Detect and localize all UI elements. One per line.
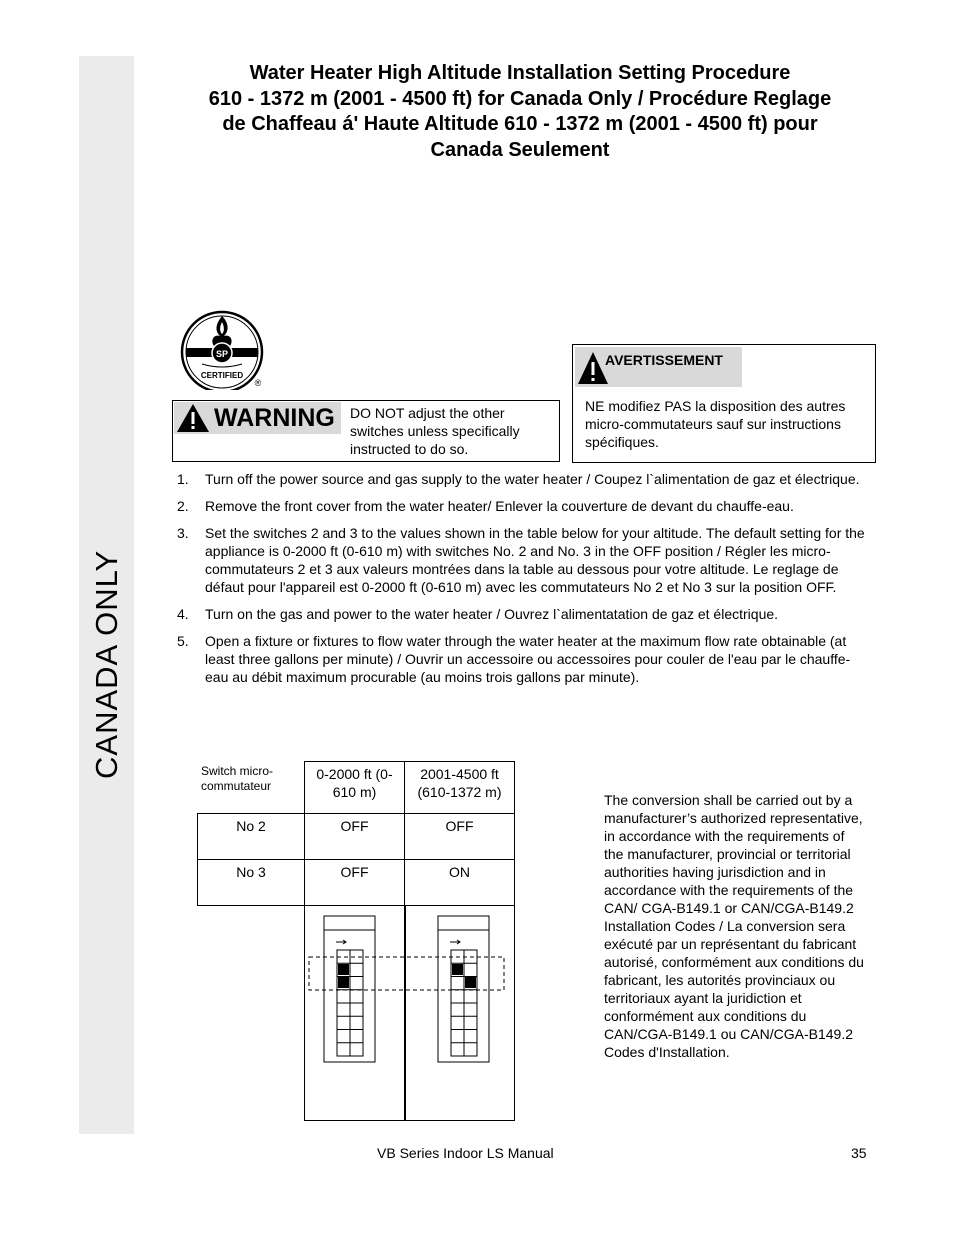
step-text: Remove the front cover from the water heater/ Enlever la couverture de devant du chauffe-eau. — [205, 498, 794, 514]
sidebar-label-wrap — [79, 56, 134, 1134]
procedure-steps — [177, 470, 867, 695]
switch-2-off — [338, 964, 349, 975]
title-line: de Chaffeau á' Haute Altitude 610 - 1372 m (2001 - 4500 ft) pour — [222, 113, 818, 135]
step-number: 4. — [177, 606, 189, 622]
switch-3-off — [338, 977, 349, 988]
step-text: Set the switches 2 and 3 to the values shown in the table below for your altitude. The default setting for the appliance is 0-2000 ft (0-610 m) with switches No. 2 and No. 3 in the OFF position / Régler les micro-commutateurs 2 et 3 aux valeurs montrées dans la table au dessous pour votre altitude. Le reglage de défaut pour l'appareil est 0-2000 ft (0-610 m) avec les commutateurs No 2 et No 3 sur la position OFF. — [205, 525, 865, 595]
registered-mark: ® — [254, 378, 262, 388]
switch-3-on — [465, 977, 476, 988]
title-line: 610 - 1372 m (2001 - 4500 ft) for Canada Only / Procédure Reglage — [208, 87, 832, 110]
avertissement-label-block — [575, 347, 742, 387]
row-label: No 3 — [236, 864, 266, 880]
sidebar-label: CANADA ONLY — [88, 549, 124, 779]
column-header: 2001-4500 ft (610-1372 m) — [417, 766, 502, 800]
logo-text: CERTIFIED — [200, 371, 244, 380]
warning-message: DO NOT adjust the other switches unless specifically instructed to do so. — [350, 405, 520, 457]
step-text: Turn on the gas and power to the water heater / Ouvrez l`alimentatation de gaz et électrique. — [205, 606, 779, 622]
warning-label-block — [174, 402, 341, 434]
footer-manual-name: VB Series Indoor LS Manual — [377, 1145, 554, 1161]
step-number: 2. — [177, 498, 189, 514]
list-item — [177, 605, 867, 623]
list-item — [177, 632, 867, 686]
svg-text:SP: SP — [215, 349, 229, 359]
list-item — [177, 470, 867, 488]
warning-triangle-icon — [176, 403, 210, 433]
avertissement-label: AVERTISSEMENT — [605, 352, 723, 368]
row-label: No 2 — [236, 818, 266, 834]
step-number: 5. — [177, 633, 189, 649]
cell-value: OFF — [340, 864, 369, 880]
step-number: 3. — [177, 525, 189, 541]
step-number: 1. — [177, 471, 189, 487]
csa-certified-logo — [180, 310, 270, 390]
cell-value: ON — [449, 864, 470, 880]
page-title — [160, 61, 880, 163]
avertissement-message: NE modifiez PAS la disposition des autres micro-commutateurs sauf sur instructions spécifiques. — [585, 398, 846, 450]
step-text: Open a fixture or fixtures to flow water through the water heater at the maximum flow rate obtainable (at least three gallons per minute) / Ouvrir un accessoire ou accessoires pour couler de l'eau par le chauffe-eau au débit maximum procurable (au moins trois gallons par minute). — [205, 633, 851, 685]
title-line: Water Heater High Altitude Installation Setting Procedure — [249, 62, 791, 84]
list-item — [177, 497, 867, 515]
conversion-note: The conversion shall be carried out by a manufacturer’s authorized representative, in accordance with the requirements of the manufacturer, provincial or territorial authorities having jurisdiction and in accordance with the requirements of the CAN/ CGA-B149.1 or CAN/CGA-B149.2 Installation Codes / La conversion sera exécuté par un représentant du fabricant autorisé, conformément aux conditions du fabricant, les autorités provinciaux ou territoriaux ayant la juridiction et conformément aux conditions du CAN/CGA-B149.1 ou CAN/CGA-B149.2 Codes d'Installation. — [604, 792, 864, 1060]
title-line: Canada Seulement — [430, 138, 610, 161]
dip-switch-diagram — [300, 910, 520, 1070]
cell-value: OFF — [445, 818, 474, 834]
list-item — [177, 524, 867, 596]
column-header: 0-2000 ft (0-610 m) — [316, 766, 393, 800]
page-number: 35 — [851, 1145, 867, 1161]
cell-value: OFF — [340, 818, 369, 834]
table-corner-label: Switch micro- commutateur — [201, 764, 274, 793]
step-text: Turn off the power source and gas supply to the water heater / Coupez l`alimentation de gaz et électrique. — [205, 471, 860, 487]
switch-2-off — [452, 964, 463, 975]
warning-label: WARNING — [214, 403, 335, 432]
